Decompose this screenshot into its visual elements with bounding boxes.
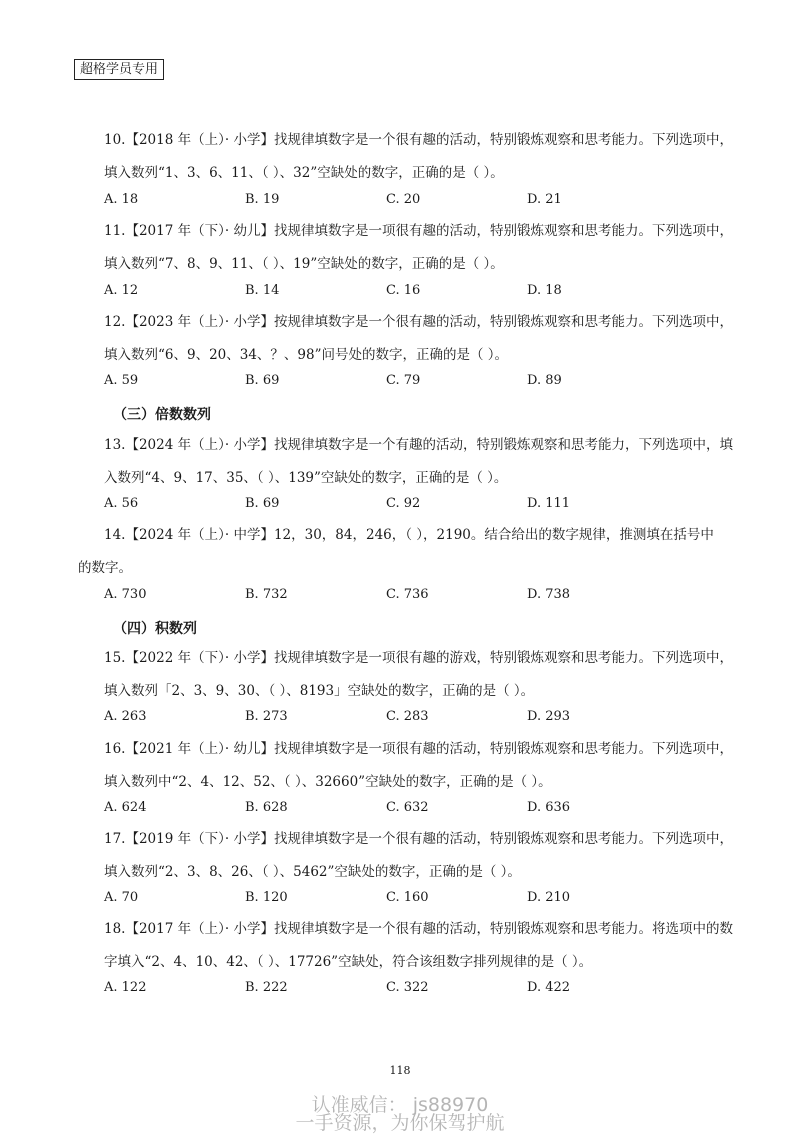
options-15 — [104, 709, 724, 729]
option-b: B. 19 — [245, 192, 280, 207]
page-number: 118 — [389, 1064, 411, 1077]
option-b: B. 628 — [245, 800, 288, 815]
options-10 — [104, 192, 724, 212]
question-text: 12.【2023 年（上）· 小学】按规律填数字是一个很有趣的活动，特别锻炼观察和思考能力。下列选项中， — [104, 314, 733, 330]
option-a: A. 59 — [104, 373, 139, 388]
option-d: D. 422 — [527, 980, 571, 995]
option-a: A. 12 — [104, 283, 139, 298]
option-b: B. 120 — [245, 890, 288, 905]
option-b: B. 222 — [245, 980, 288, 995]
question-text: 16.【2021 年（上）· 幼儿】找规律填数字是一项很有趣的活动，特别锻炼观察和思考能力。下列选项中， — [104, 741, 733, 757]
option-b: B. 273 — [245, 709, 288, 724]
question-text: 17.【2019 年（下）· 小学】找规律填数字是一个很有趣的活动，特别锻炼观察和思考能力。下列选项中， — [104, 831, 733, 847]
option-d: D. 738 — [527, 587, 571, 602]
option-a: A. 122 — [104, 980, 147, 995]
question-text: 填入数列“6、9、20、34、？、98”问号处的数字，正确的是（ ）。 — [104, 347, 509, 363]
option-c: C. 632 — [386, 800, 429, 815]
question-text: 10.【2018 年（上）· 小学】找规律填数字是一个很有趣的活动，特别锻炼观察和思考能力。下列选项中， — [104, 132, 733, 148]
student-only-badge: 超格学员专用 — [74, 59, 164, 80]
option-a: A. 70 — [104, 890, 139, 905]
option-d: D. 21 — [527, 192, 562, 207]
question-10 — [104, 124, 733, 190]
options-18 — [104, 980, 724, 1000]
question-12 — [104, 306, 733, 372]
question-15 — [104, 642, 733, 708]
option-c: C. 20 — [386, 192, 421, 207]
option-c: C. 16 — [386, 283, 421, 298]
option-b: B. 69 — [245, 496, 280, 511]
question-text: 的数字。 — [78, 560, 132, 576]
option-a: A. 730 — [104, 587, 147, 602]
question-text: 15.【2022 年（下）· 小学】找规律填数字是一项很有趣的游戏，特别锻炼观察和思考能力。下列选项中， — [104, 650, 733, 666]
option-a: A. 56 — [104, 496, 139, 511]
question-text: 字填入“2、4、10、42、（ ）、17726”空缺处，符合该组数字排列规律的是（ ）。 — [104, 954, 593, 970]
option-b: B. 69 — [245, 373, 280, 388]
option-d: D. 111 — [527, 496, 571, 511]
question-14 — [78, 519, 724, 585]
option-a: A. 18 — [104, 192, 139, 207]
question-text: 11.【2017 年（下）· 幼儿】找规律填数字是一项很有趣的活动，特别锻炼观察和思考能力。下列选项中， — [104, 223, 733, 239]
section-heading-product-sequence: （四）积数列 — [113, 621, 197, 637]
question-text: 填入数列“1、3、6、11、（ ）、32”空缺处的数字，正确的是（ ）。 — [104, 165, 504, 181]
options-13 — [104, 496, 724, 516]
option-b: B. 14 — [245, 283, 280, 298]
section-heading-multiple-sequence: （三）倍数数列 — [113, 407, 211, 423]
options-17 — [104, 890, 724, 910]
option-c: C. 79 — [386, 373, 421, 388]
option-d: D. 293 — [527, 709, 571, 724]
watermark-slogan: 一手资源，为你保驾护航 — [295, 1112, 505, 1134]
options-11 — [104, 283, 724, 303]
question-text: 入数列“4、9、17、35、（ ）、139”空缺处的数字，正确的是（ ）。 — [104, 470, 508, 486]
question-text: 填入数列“2、3、8、26、（ ）、5462”空缺处的数字，正确的是（ ）。 — [104, 864, 521, 880]
option-d: D. 89 — [527, 373, 562, 388]
question-16 — [104, 733, 733, 799]
question-text: 填入数列「2、3、9、30、（ ）、8193」空缺处的数字，正确的是（ ）。 — [104, 683, 535, 699]
option-c: C. 92 — [386, 496, 421, 511]
option-a: A. 624 — [104, 800, 147, 815]
option-c: C. 160 — [386, 890, 429, 905]
option-d: D. 210 — [527, 890, 571, 905]
question-text: 18.【2017 年（上）· 小学】找规律填数字是一个很有趣的活动，特别锻炼观察和思考能力。将选项中的数 — [104, 921, 733, 937]
question-11 — [104, 215, 733, 281]
question-17 — [104, 823, 733, 889]
option-b: B. 732 — [245, 587, 288, 602]
option-a: A. 263 — [104, 709, 147, 724]
question-18 — [104, 913, 733, 979]
options-12 — [104, 373, 724, 393]
watermark-contact: 认准威信： js88970 — [311, 1094, 489, 1116]
question-text: 14.【2024 年（上）· 中学】12，30，84，246，（ ），2190。结合给出的数字规律，推测填在括号中 — [104, 527, 714, 543]
option-c: C. 322 — [386, 980, 429, 995]
option-c: C. 283 — [386, 709, 429, 724]
question-13 — [104, 429, 733, 495]
options-14 — [104, 587, 724, 607]
option-c: C. 736 — [386, 587, 429, 602]
option-d: D. 18 — [527, 283, 562, 298]
question-text: 填入数列“7、8、9、11、（ ）、19”空缺处的数字，正确的是（ ）。 — [104, 256, 504, 272]
question-text: 13.【2024 年（上）· 小学】找规律填数字是一个有趣的活动，特别锻炼观察和思考能力，下列选项中，填 — [104, 437, 733, 453]
option-d: D. 636 — [527, 800, 571, 815]
question-text: 填入数列中“2、4、12、52、（ ）、32660”空缺处的数字，正确的是（ ）。 — [104, 774, 552, 790]
options-16 — [104, 800, 724, 820]
